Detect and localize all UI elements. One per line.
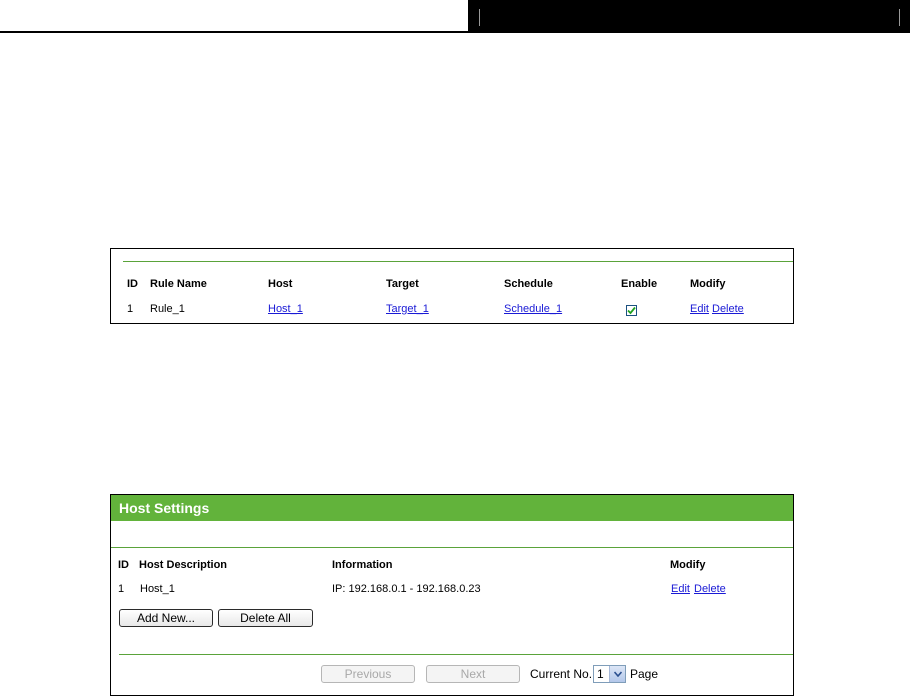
host-id: 1 xyxy=(118,583,125,595)
chevron-down-icon xyxy=(609,666,625,682)
next-button[interactable]: Next xyxy=(426,665,520,683)
col-header-id: ID xyxy=(118,559,129,571)
host-information: IP: 192.168.0.1 - 192.168.0.23 xyxy=(332,583,481,595)
page-title: Host Settings xyxy=(119,500,210,516)
host-settings-panel xyxy=(110,494,794,696)
edit-link[interactable]: Edit xyxy=(671,583,690,595)
col-header-target: Target xyxy=(386,278,419,290)
delete-link[interactable]: Delete xyxy=(712,303,744,315)
header-banner xyxy=(468,0,910,33)
col-header-modify: Modify xyxy=(690,278,726,290)
host-link[interactable]: Host_1 xyxy=(268,303,303,315)
schedule-link[interactable]: Schedule_1 xyxy=(504,303,563,315)
col-header-enable: Enable xyxy=(621,278,658,290)
col-header-information: Information xyxy=(332,559,393,571)
add-new-button[interactable]: Add New... xyxy=(119,609,213,627)
host-header-rule xyxy=(111,547,793,548)
enable-checkbox[interactable] xyxy=(626,305,637,316)
previous-button[interactable]: Previous xyxy=(321,665,415,683)
col-header-schedule: Schedule xyxy=(504,278,553,290)
col-header-id: ID xyxy=(127,278,138,290)
host-description: Host_1 xyxy=(140,583,175,595)
host-settings-title-bar xyxy=(111,495,793,524)
page-label: Page xyxy=(630,667,659,681)
checkmark-icon xyxy=(627,306,636,315)
header-underline xyxy=(0,31,468,33)
col-header-modify: Modify xyxy=(670,559,706,571)
target-link[interactable]: Target_1 xyxy=(386,303,429,315)
rules-top-rule xyxy=(123,261,793,262)
col-header-host: Host xyxy=(268,278,293,290)
delete-all-button[interactable]: Delete All xyxy=(218,609,313,627)
rules-panel xyxy=(110,248,794,324)
edit-link[interactable]: Edit xyxy=(690,303,709,315)
rule-name: Rule_1 xyxy=(150,303,185,315)
current-no-label: Current No. xyxy=(530,667,593,681)
page-select[interactable] xyxy=(593,665,626,683)
page-select-value: 1 xyxy=(597,667,604,681)
col-header-host-description: Host Description xyxy=(139,559,228,571)
delete-link[interactable]: Delete xyxy=(694,583,726,595)
col-header-rule-name: Rule Name xyxy=(150,278,207,290)
rule-id: 1 xyxy=(127,303,134,315)
header-divider xyxy=(899,9,900,26)
pagination-rule xyxy=(119,654,793,655)
header-divider xyxy=(479,9,480,26)
